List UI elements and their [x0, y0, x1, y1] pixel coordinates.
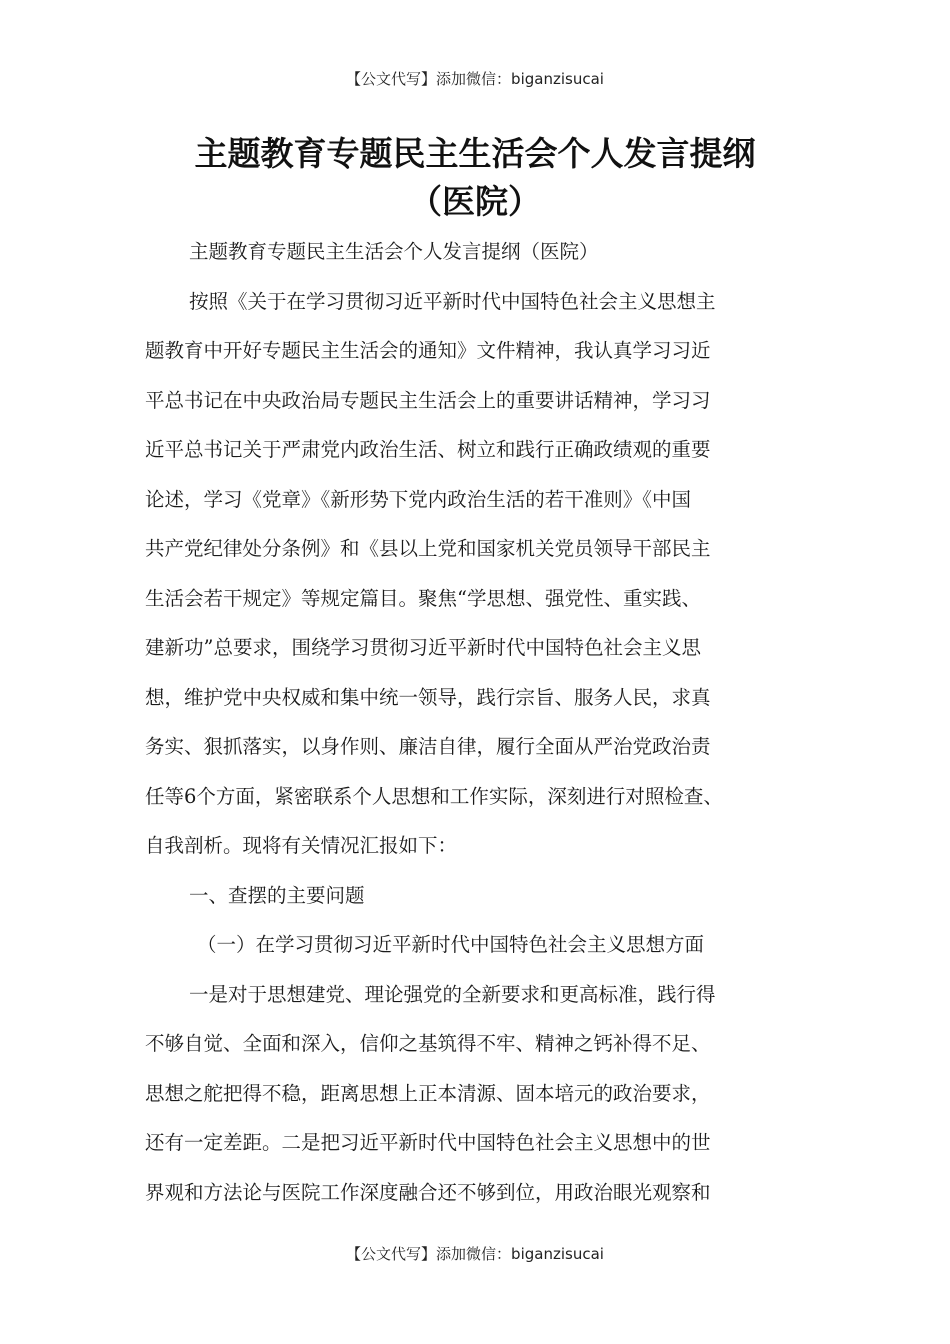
paragraph-line: 思想之舵把得不稳，距离思想上正本清源、固本培元的政治要求， — [145, 1081, 711, 1105]
document-title-line-1: 主题教育专题民主生活会个人发言提纲 — [194, 134, 756, 173]
document-title-line-2: （医院） — [409, 182, 541, 221]
paragraph-line: 想，维护党中央权威和集中统一领导，践行宗旨、服务人民，求真 — [145, 685, 711, 709]
paragraph-line: 界观和方法论与医院工作深度融合还不够到位，用政治眼光观察和 — [145, 1180, 711, 1204]
paragraph-line: 不够自觉、全面和深入，信仰之基筑得不牢、精神之钙补得不足、 — [145, 1032, 711, 1055]
paragraph-line: 还有一定差距。二是把习近平新时代中国特色社会主义思想中的世 — [145, 1131, 711, 1154]
footer-note: 【公文代写】添加微信：biganzisucai — [346, 1245, 604, 1263]
header-note: 【公文代写】添加微信：biganzisucai — [346, 70, 604, 88]
paragraph-line: 建新功”总要求，围绕学习贯彻习近平新时代中国特色社会主义思 — [145, 636, 701, 659]
paragraph-line: 按照《关于在学习贯彻习近平新时代中国特色社会主义思想主 — [189, 289, 716, 313]
paragraph-line: 自我剖析。现将有关情况汇报如下： — [145, 834, 458, 857]
paragraph-line: 近平总书记关于严肃党内政治生活、树立和践行正确政绩观的重要 — [145, 438, 711, 461]
paragraph-line: 任等6个方面，紧密联系个人思想和工作实际，深刻进行对照检查、 — [145, 784, 723, 808]
subsection-heading: （一）在学习贯彻习近平新时代中国特色社会主义思想方面 — [197, 933, 705, 956]
section-heading: 一、查摆的主要问题 — [189, 883, 365, 907]
paragraph-line: 生活会若干规定》等规定篇目。聚焦“学思想、强党性、重实践、 — [145, 586, 701, 610]
paragraph-line: 题教育中开好专题民主生活会的通知》文件精神，我认真学习习近 — [145, 339, 711, 362]
paragraph-line: 共产党纪律处分条例》和《县以上党和国家机关党员领导干部民主 — [145, 537, 711, 560]
paragraph-line: 论述，学习《党章》《新形势下党内政治生活的若干准则》《中国 — [145, 487, 692, 511]
subtitle-line: 主题教育专题民主生活会个人发言提纲（医院） — [189, 240, 599, 263]
paragraph-line: 平总书记在中央政治局专题民主生活会上的重要讲话精神，学习习 — [145, 388, 711, 412]
document-body — [145, 232, 817, 1222]
paragraph-line: 一是对于思想建党、理论强党的全新要求和更高标准，践行得 — [189, 982, 716, 1006]
paragraph-line: 务实、狠抓落实，以身作则、廉洁自律，履行全面从严治党政治责 — [145, 735, 711, 758]
